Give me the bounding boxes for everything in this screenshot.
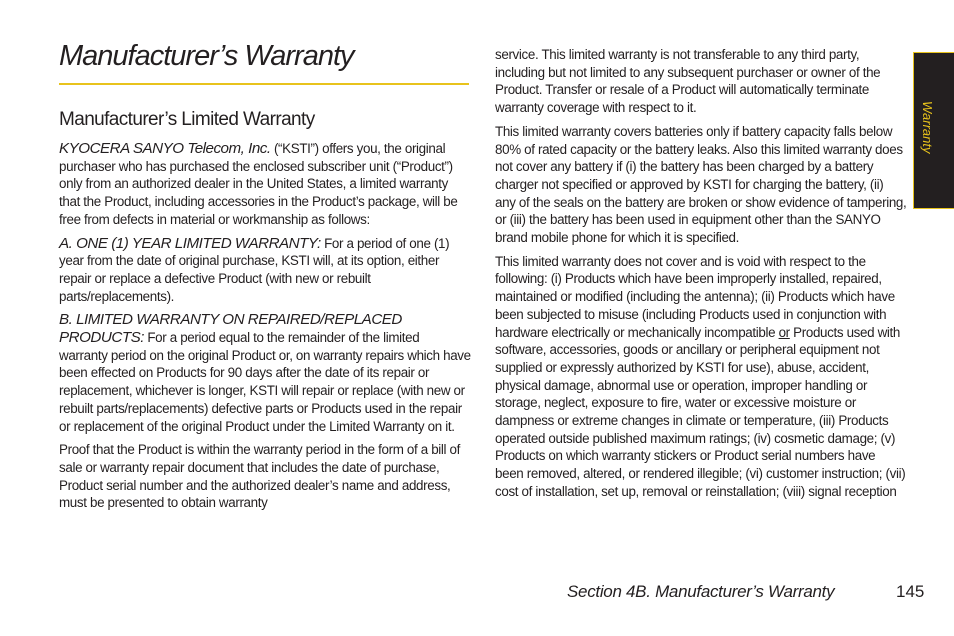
exclusions-text-start: This limited warranty does not cover and is void with respect to the following: (i) Products which have been improperly installed, repaired, maintained or modified (including the antenna); (ii) Products which have been subjected to misuse (including Products used in conjunction with hardware electrically or mechanically incompatible [495,253,895,340]
title-divider [59,83,469,85]
repaired-warranty-text: For a period equal to the remainder of the limited warranty period on the original Product or, on warranty repairs which have been effected on Products for 90 days after the date of its repair or replacement, whichever is longer, KSTI will repair or replace (with new or rebuilt parts/replacements) defective parts or Products used in the repair or replacement of the original Product under the Limited Warranty on it. [59,330,471,434]
left-column [59,108,471,518]
one-year-warranty-text: For a period of one (1) year from the date of original purchase, KSTI will, at its option, either repair or replace a defective Product (with new or rebuilt parts/replacements). [59,235,450,304]
repaired-warranty-heading: B. LIMITED WARRANTY ON REPAIRED/REPLACED PRODUCTS: [59,311,402,347]
paragraph-batteries: This limited warranty covers batteries only if battery capacity falls below 80% of rated capacity or the battery leaks. Also this limited warranty does not cover any battery if (i) the battery has been charged by a battery charger not specified or approved by KSTI for charging the battery, (ii) any of the seals on the battery are broken or show evidence of tampering, or (iii) the battery has been used in equipment other than the SANYO brand mobile phone for which it is specified. [495,123,907,246]
exclusions-text-end: Products used with software, accessories, goods or ancillary or peripheral equipment not supplied or expressly authorized by KSTI for use), abuse, accident, physical damage, abnormal use or operation, improper handling or storage, neglect, exposure to fire, water or excessive moisture or dampness or extreme changes in climate or temperature, (iii) Products operated outside published maximum ratings; (iv) cosmetic damage; (v) Products on which warranty stickers or Product serial numbers have been removed, altered, or rendered illegible; (vi) customer instruction; (vii) cost of installation, set up, removal or reinstallation; (viii) signal reception [495,324,906,499]
side-tab-label: Warranty [920,101,935,154]
paragraph-one-year-warranty [59,235,471,306]
company-name: KYOCERA SANYO Telecom, Inc. [59,140,271,157]
section-subtitle: Manufacturer’s Limited Warranty [59,109,315,130]
paragraph-repaired-warranty [59,311,471,435]
paragraph-intro-text: (“KSTI”) offers you, the original purchaser who has purchased the enclosed subscriber unit (“Product”) only from an authorized dealer in the United States, a limited warranty that the Product, including accessories in the Product’s package, will be free from defects in material or workmanship as follows: [59,141,458,227]
paragraph-proof-of-purchase: Proof that the Product is within the warranty period in the form of a bill of sale or warranty repair document that includes the date of purchase, Product serial number and the authorized dealer’s name and address, must be presented to obtain warranty [59,442,461,511]
paragraph-intro [59,140,471,229]
exclusions-underlined-word: or [778,324,790,340]
footer-page-number: 145 [896,582,925,601]
paragraph-exclusions [495,253,907,501]
paragraph-transfer: service. This limited warranty is not transferable to any third party, including but not limited to any subsequent purchaser or owner of the Product. Transfer or resale of a Product will automatically terminate warranty coverage with respect to it. [495,47,881,116]
one-year-warranty-heading: A. ONE (1) YEAR LIMITED WARRANTY: [59,234,321,252]
footer-section-title: Section 4B. Manufacturer’s Warranty [567,582,835,601]
section-side-tab [913,52,954,209]
page-title: Manufacturer’s Warranty [59,40,354,72]
right-column [495,46,907,507]
